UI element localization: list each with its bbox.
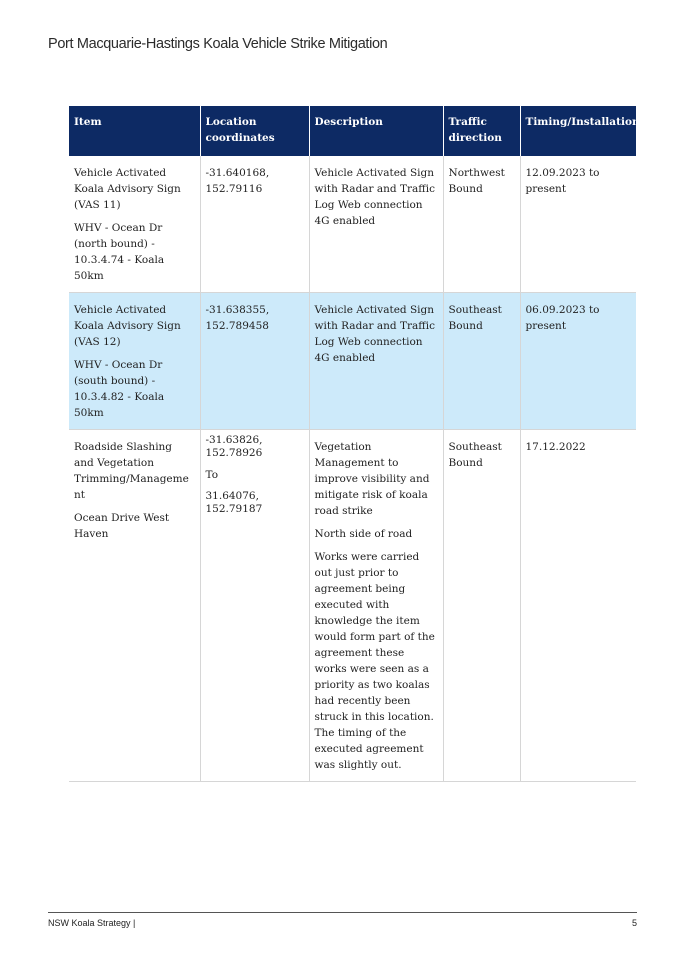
description-text: Vehicle Activated Sign with Radar and Traffic Log Web connection 4G enabled (314, 304, 435, 364)
cell-location (200, 430, 309, 782)
description-text: Vegetation Management to improve visibility and mitigate risk of koala road strike (314, 441, 430, 517)
item-location-detail: WHV - Ocean Dr (south bound) - 10.3.4.82 - Koala 50km (74, 359, 165, 419)
cell-timing: 12.09.2023 to present (520, 156, 636, 293)
column-header-direction: Traffic direction (443, 106, 520, 156)
cell-timing: 06.09.2023 to present (520, 293, 636, 430)
location-coordinates: -31.638355, 152.789458 (205, 304, 270, 332)
cell-direction: Southeast Bound (443, 430, 520, 782)
location-coordinates: -31.640168, 152.79116 (205, 167, 270, 195)
cell-description (309, 293, 443, 430)
item-location-detail: WHV - Ocean Dr (north bound) - 10.3.4.74 - Koala 50km (74, 222, 165, 282)
cell-item (69, 430, 200, 782)
cell-description (309, 156, 443, 293)
location-to-label: To (205, 469, 219, 481)
page-header-title: Port Macquarie-Hastings Koala Vehicle Strike Mitigation (48, 36, 388, 52)
description-works-note: Works were carried out just prior to agreement being executed with knowledge the item would form part of the agreement these works were seen as a priority as two koalas had recently been struck in this location. The timing of the executed agreement was slightly out. (314, 551, 435, 771)
mitigation-table-container (69, 106, 640, 782)
item-name: Vehicle Activated Koala Advisory Sign (VAS 12) (74, 304, 181, 348)
cell-item (69, 156, 200, 293)
item-name: Roadside Slashing and Vegetation Trimming/Management (74, 441, 189, 501)
column-header-description: Description (309, 106, 443, 156)
table-row (69, 430, 636, 782)
item-location-detail: Ocean Drive West Haven (74, 512, 170, 540)
cell-description (309, 430, 443, 782)
item-name: Vehicle Activated Koala Advisory Sign (VAS 11) (74, 167, 181, 211)
cell-timing: 17.12.2022 (520, 430, 636, 782)
cell-location (200, 156, 309, 293)
column-header-item: Item (69, 106, 200, 156)
footer-page-number: 5 (631, 918, 637, 928)
cell-location (200, 293, 309, 430)
table-header-row (69, 106, 636, 156)
cell-item (69, 293, 200, 430)
table-row (69, 293, 636, 430)
mitigation-table (69, 106, 640, 782)
footer-document-title: NSW Koala Strategy | (48, 918, 136, 928)
table-row (69, 156, 636, 293)
column-header-location: Location coordinates (200, 106, 309, 156)
location-coordinates-start: -31.63826, 152.78926 (205, 434, 263, 459)
cell-direction: Southeast Bound (443, 293, 520, 430)
description-text: Vehicle Activated Sign with Radar and Traffic Log Web connection 4G enabled (314, 167, 435, 227)
location-coordinates-end: 31.64076, 152.79187 (205, 490, 263, 515)
cell-direction: Northwest Bound (443, 156, 520, 293)
column-header-timing: Timing/Installation (520, 106, 636, 156)
footer-divider (48, 912, 637, 913)
description-side-note: North side of road (314, 528, 413, 540)
